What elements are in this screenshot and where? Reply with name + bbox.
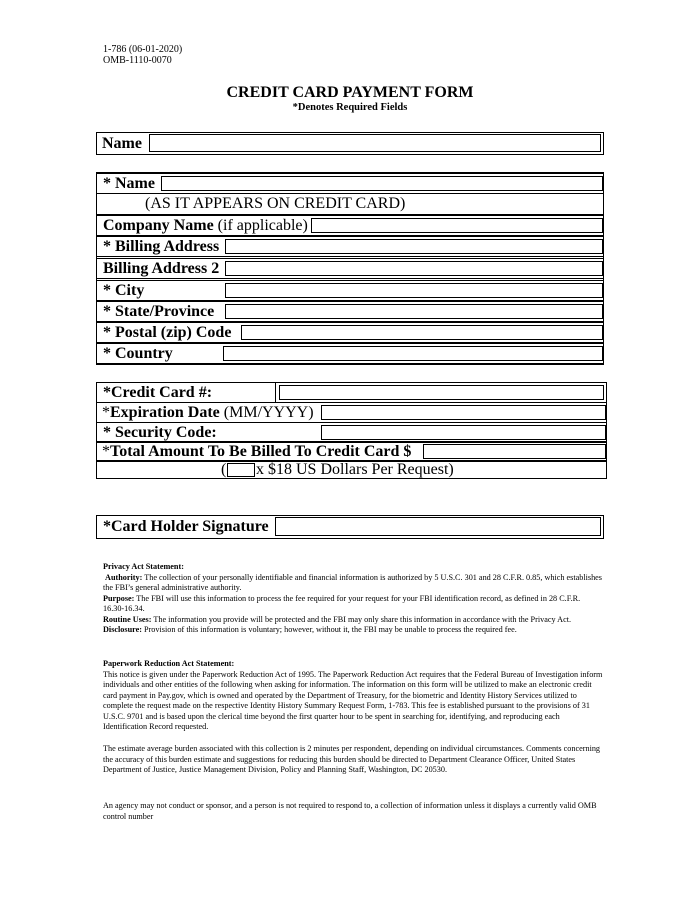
billing-name-input[interactable] [161,176,603,191]
address-row [96,236,604,257]
total-row [96,441,607,462]
form-code: 1-786 (06-01-2020) [103,44,183,55]
name-section [96,132,604,155]
address-label: * Billing Address [103,238,220,255]
privacy-statement [103,562,603,636]
billing-name-row [96,173,604,194]
country-row [96,343,604,364]
privacy-authority: Authority: The collection of your personally identifiable and financial information is authorized by 5 U.S.C. 301 and 28 C.F.R. 0.85, which establishes the FBI’s general administrative authority. [103,572,602,592]
address2-input[interactable] [225,261,603,276]
card-number-input[interactable] [279,385,604,400]
privacy-disclosure: Disclosure: Provision of this information is voluntary; however, without it, the FBI may be unable to process the required fee. [103,625,517,634]
security-input[interactable] [321,425,606,440]
country-label: * Country [103,345,173,362]
postal-input[interactable] [241,325,603,340]
expiration-input[interactable] [321,405,606,420]
paperwork-statement [103,659,603,733]
company-input[interactable] [311,218,603,233]
company-label: Company Name (if applicable) [103,217,308,234]
card-number-label: *Credit Card #: [103,384,213,401]
card-number-row [96,382,607,403]
expiration-row [96,402,607,423]
security-row [96,422,607,443]
name-note: (AS IT APPEARS ON CREDIT CARD) [145,195,406,212]
page-title: CREDIT CARD PAYMENT FORM [226,84,474,101]
name-input[interactable] [149,134,601,152]
state-label: * State/Province [103,303,215,320]
signature-label: *Card Holder Signature [103,518,269,535]
quantity-open: ( [221,461,227,478]
address-input[interactable] [225,239,603,254]
country-input[interactable] [223,346,603,361]
divider [275,382,276,403]
paperwork-para3: An agency may not conduct or sponsor, and a person is not required to respond to, a collection of information unless it displays a currently valid OMB control number [103,801,597,821]
city-label: * City [103,282,145,299]
privacy-routine-uses: Routine Uses: The information you provide will be protected and the FBI may only share this information in accordance with the Privacy Act. [103,614,572,624]
total-label: *Total Amount To Be Billed To Credit Card $ [102,443,412,460]
security-label: * Security Code: [103,424,217,441]
city-input[interactable] [225,283,603,298]
signature-section [96,515,604,539]
address2-label: Billing Address 2 [103,260,220,277]
postal-row [96,322,604,343]
name-label: Name [102,135,142,152]
expiration-label: *Expiration Date (MM/YYYY) [102,404,314,421]
quantity-text: x $18 US Dollars Per Request) [256,461,454,478]
signature-input[interactable] [275,517,601,536]
state-row [96,301,604,322]
privacy-heading: Privacy Act Statement: [103,562,184,571]
city-row [96,280,604,301]
name-note-row [96,194,604,215]
paperwork-heading: Paperwork Reduction Act Statement: [103,659,235,668]
postal-label: * Postal (zip) Code [103,324,232,341]
total-input[interactable] [423,444,606,459]
company-row [96,215,604,236]
billing-name-label: * Name [103,175,155,192]
paperwork-para1: This notice is given under the Paperwork Reduction Act of 1995. The Paperwork Reduction Act requires that the Federal Bureau of Investigation inform individuals and other entities of the following when asking for information. The information on this form will be utilized to make an electronic credit card payment in Pay.gov, which is owned and operated by the Department of Treasury, for the biometric and Identity History Services utilized to complete the request made on the respective Identity History Summary Request Form, 1-783. This fee is established pursuant to the provisions of 31 U.S.C. 9701 and is based upon the clerical time beyond the first quarter hour to be spent in searching for, identifying, and reproducing each Identification Record requested. [103,669,603,731]
paperwork-para2: The estimate average burden associated with this collection is 2 minutes per respondent, depending on individual circumstances. Comments concerning the accuracy of this burden estimate and suggestions for reducing this burden should be directed to Department Clearance Officer, United States Department of Justice, Justice Management Division, Policy and Planning Staff, Washington, DC 20530. [103,744,601,774]
state-input[interactable] [225,304,603,319]
quantity-row [96,460,607,479]
quantity-input[interactable] [227,463,255,477]
address2-row [96,258,604,279]
omb-code: OMB-1110-0070 [103,55,172,66]
page-subtitle: *Denotes Required Fields [292,102,408,113]
privacy-purpose: Purpose: The FBI will use this information to process the fee required for your request for your FBI identification record, as defined in 28 C.F.R. 16.30-16.34. [103,593,581,613]
